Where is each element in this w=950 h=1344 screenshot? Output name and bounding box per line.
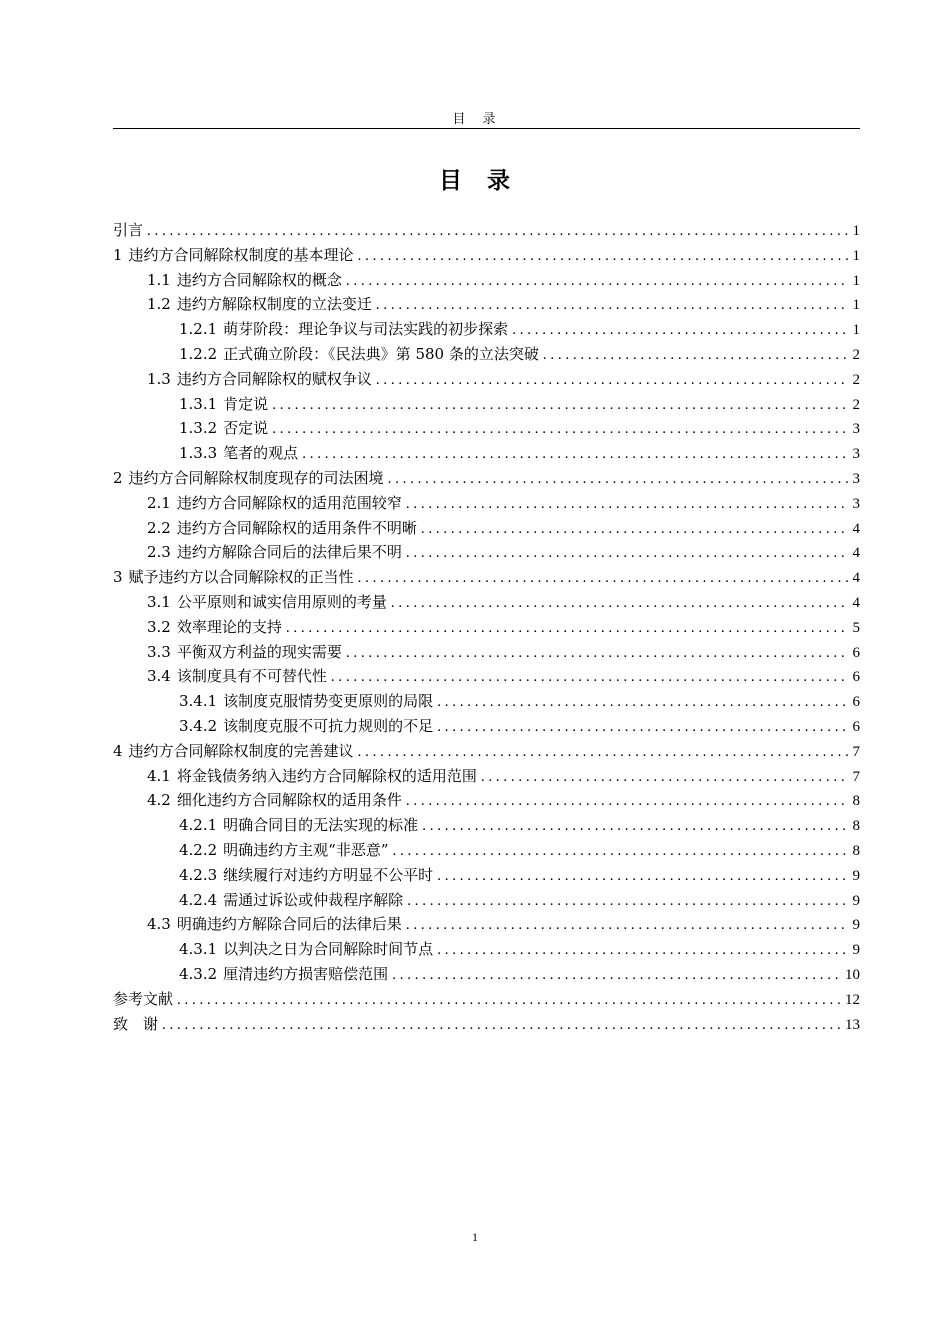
toc-entry-number: 1.1: [147, 270, 171, 289]
toc-entry-page: 4: [852, 594, 860, 611]
toc-entry-number: 1: [113, 245, 123, 264]
toc-entry-page: 6: [852, 669, 860, 686]
toc-leader-dots: [406, 492, 848, 517]
toc-entry-title: 致 谢: [113, 1014, 159, 1033]
toc-leader-dots: [406, 913, 848, 938]
toc-entry[interactable]: [113, 863, 860, 888]
toc-entry-title: 违约方合同解除权制度的完善建议: [128, 741, 354, 760]
running-header: 目 录: [452, 112, 498, 127]
toc-entry[interactable]: [113, 987, 860, 1012]
toc-entry-page: 7: [852, 743, 860, 760]
toc-leader-dots: [481, 765, 848, 790]
toc-leader-dots: [421, 517, 848, 542]
toc-entry[interactable]: [113, 540, 860, 565]
toc-entry[interactable]: [113, 317, 860, 342]
toc-leader-dots: [177, 988, 840, 1013]
toc-entry[interactable]: [113, 714, 860, 739]
toc-entry-title: 引言: [113, 221, 144, 239]
toc-entry-title: 违约方合同解除权的适用范围较窄: [176, 493, 402, 512]
toc-entry-page: 1: [852, 247, 860, 264]
toc-entry-number: 3.3: [147, 642, 171, 661]
toc-entry-page: 8: [852, 818, 860, 835]
toc-entry-number: 1.3.1: [179, 394, 218, 413]
toc-entry-title: 正式确立阶段：《民法典》第 580 条的立法突破: [223, 344, 539, 363]
toc-entry-page: 13: [845, 1016, 860, 1033]
toc-entry-title: 明确违约方解除合同后的法律后果: [176, 915, 402, 934]
toc-entry-title: 以判决之日为合同解除时间节点: [223, 940, 434, 959]
toc-entry[interactable]: [113, 466, 860, 491]
toc-entry-number: 4.3.1: [179, 940, 218, 959]
toc-entry[interactable]: [113, 937, 860, 962]
toc-leader-dots: [406, 541, 848, 566]
toc-leader-dots: [391, 591, 848, 616]
toc-entry-page: 9: [852, 867, 860, 884]
header-rule: [113, 128, 860, 129]
toc-entry-title: 该制度具有不可替代性: [176, 667, 327, 686]
toc-entry[interactable]: [113, 788, 860, 813]
toc-leader-dots: [422, 814, 847, 839]
toc-entry-number: 1.2.1: [179, 320, 218, 339]
toc-leader-dots: [392, 963, 840, 988]
toc-entry-page: 8: [852, 842, 860, 859]
toc-entry-page: 1: [852, 223, 860, 239]
toc-leader-dots: [358, 566, 848, 591]
toc-entry-number: 4.3.2: [179, 964, 218, 983]
toc-entry[interactable]: [113, 764, 860, 789]
toc-entry-page: 2: [852, 371, 860, 388]
toc-entry-title: 厘清违约方损害赔偿范围: [223, 964, 389, 983]
toc-entry-number: 1.2: [147, 295, 171, 314]
toc-entry-number: 4.3: [147, 915, 171, 934]
toc-leader-dots: [437, 715, 847, 740]
toc-entry-page: 6: [852, 718, 860, 735]
toc-entry[interactable]: [113, 813, 860, 838]
toc-leader-dots: [388, 467, 848, 492]
toc-leader-dots: [302, 442, 847, 467]
toc-leader-dots: [376, 293, 848, 318]
toc-entry-page: 3: [852, 495, 860, 512]
toc-entry-number: 2: [113, 468, 123, 487]
toc-entry-title: 赋予违约方以合同解除权的正当性: [128, 568, 354, 587]
toc-entry-title: 违约方合同解除权的适用条件不明晰: [176, 518, 417, 537]
toc-entry-title: 继续履行对违约方明显不公平时: [223, 865, 434, 884]
toc-leader-dots: [512, 318, 847, 343]
toc-entry[interactable]: [113, 292, 860, 317]
toc-leader-dots: [358, 740, 848, 765]
toc-entry[interactable]: [113, 739, 860, 764]
toc-entry-title: 否定说: [223, 419, 269, 438]
toc-leader-dots: [162, 1013, 840, 1038]
toc-entry[interactable]: [113, 243, 860, 268]
toc-entry[interactable]: [113, 640, 860, 665]
toc-entry-title: 该制度克服情势变更原则的局限: [223, 692, 434, 711]
toc-entry-number: 1.3.3: [179, 444, 218, 463]
toc-entry-title: 细化违约方合同解除权的适用条件: [176, 791, 402, 810]
toc-leader-dots: [358, 244, 848, 269]
toc-entry-number: 2.3: [147, 543, 171, 562]
toc-entry-number: 4.1: [147, 766, 171, 785]
toc-entry[interactable]: [113, 590, 860, 615]
toc-entry[interactable]: [113, 416, 860, 441]
toc-entry-page: 2: [852, 396, 860, 413]
toc-entry-number: 2.2: [147, 518, 171, 537]
toc-entry-title: 明确合同目的无法实现的标准: [223, 816, 419, 835]
toc-entry[interactable]: [113, 912, 860, 937]
toc-entry-page: 9: [852, 942, 860, 959]
toc-entry-page: 3: [852, 421, 860, 438]
toc-leader-dots: [406, 789, 848, 814]
toc-entry[interactable]: [113, 441, 860, 466]
toc-entry-number: 4.2: [147, 791, 171, 810]
toc-entry-page: 7: [852, 768, 860, 785]
toc-entry[interactable]: [113, 491, 860, 516]
toc-entry-number: 1.3: [147, 369, 171, 388]
toc-entry-title: 公平原则和诚实信用原则的考量: [176, 592, 387, 611]
toc-entry-number: 1.2.2: [179, 344, 218, 363]
toc-entry-title: 违约方解除合同后的法律后果不明: [176, 543, 402, 562]
toc-entry-title: 效率理论的支持: [176, 617, 282, 636]
toc-entry-page: 3: [852, 446, 860, 463]
toc-entry-title: 萌芽阶段：理论争议与司法实践的初步探索: [223, 320, 509, 339]
toc-leader-dots: [346, 641, 848, 666]
toc-entry[interactable]: [113, 962, 860, 987]
toc-entry-page: 6: [852, 644, 860, 661]
table-of-contents: [113, 218, 860, 1036]
page-number: 1: [472, 1230, 478, 1244]
toc-entry[interactable]: [113, 838, 860, 863]
toc-entry-title: 明确违约方主观“非恶意”: [223, 840, 389, 859]
toc-entry-number: 4.2.1: [179, 816, 218, 835]
toc-leader-dots: [147, 219, 847, 244]
toc-entry-page: 9: [852, 892, 860, 909]
toc-entry-page: 3: [852, 470, 860, 487]
toc-entry-page: 1: [852, 297, 860, 314]
toc-entry-number: 4.2.3: [179, 865, 218, 884]
toc-entry-page: 4: [852, 520, 860, 537]
toc-entry-page: 12: [845, 991, 860, 1008]
toc-leader-dots: [346, 269, 848, 294]
toc-entry-number: 1.3.2: [179, 419, 218, 438]
toc-entry[interactable]: [113, 342, 860, 367]
toc-entry-title: 违约方合同解除权制度现存的司法困境: [128, 468, 384, 487]
toc-entry-title: 违约方合同解除权的概念: [176, 270, 342, 289]
toc-entry-number: 4: [113, 741, 123, 760]
toc-leader-dots: [272, 393, 847, 418]
toc-entry-number: 3.4.1: [179, 692, 218, 711]
toc-leader-dots: [286, 616, 848, 641]
toc-entry-title: 笔者的观点: [223, 444, 299, 463]
page-title: 目 录: [439, 168, 511, 194]
toc-entry[interactable]: [113, 615, 860, 640]
toc-entry-number: 3.4.2: [179, 716, 218, 735]
toc-entry-page: 9: [852, 917, 860, 934]
toc-leader-dots: [272, 417, 847, 442]
toc-entry-title: 将金钱债务纳入违约方合同解除权的适用范围: [176, 766, 477, 785]
toc-leader-dots: [393, 839, 848, 864]
toc-leader-dots: [407, 889, 847, 914]
toc-entry-title: 平衡双方利益的现实需要: [176, 642, 342, 661]
toc-entry-title: 该制度克服不可抗力规则的不足: [223, 716, 434, 735]
toc-leader-dots: [437, 938, 847, 963]
toc-entry-number: 2.1: [147, 493, 171, 512]
toc-entry-number: 3.1: [147, 592, 171, 611]
toc-entry-page: 10: [845, 966, 860, 983]
toc-leader-dots: [437, 864, 847, 889]
toc-entry-number: 4.2.2: [179, 840, 218, 859]
toc-entry-title: 肯定说: [223, 394, 269, 413]
toc-entry[interactable]: [113, 392, 860, 417]
toc-entry-page: 4: [852, 545, 860, 562]
toc-entry[interactable]: [113, 664, 860, 689]
toc-entry-title: 参考文献: [113, 989, 174, 1008]
toc-entry[interactable]: [113, 218, 860, 243]
toc-entry[interactable]: [113, 516, 860, 541]
toc-entry-page: 6: [852, 694, 860, 711]
toc-entry[interactable]: [113, 689, 860, 714]
toc-entry[interactable]: [113, 1012, 860, 1037]
toc-entry-title: 需通过诉讼或仲裁程序解除: [223, 890, 404, 909]
toc-entry-number: 4.2.4: [179, 890, 218, 909]
toc-entry-page: 2: [852, 346, 860, 363]
toc-leader-dots: [437, 690, 847, 715]
toc-entry-page: 4: [852, 570, 860, 587]
toc-leader-dots: [331, 665, 848, 690]
toc-entry[interactable]: [113, 888, 860, 913]
toc-leader-dots: [376, 368, 848, 393]
toc-entry[interactable]: [113, 367, 860, 392]
toc-entry-page: 1: [852, 322, 860, 339]
toc-entry[interactable]: [113, 565, 860, 590]
toc-entry-page: 5: [852, 619, 860, 636]
toc-entry-title: 违约方解除权制度的立法变迁: [176, 295, 372, 314]
toc-entry-title: 违约方合同解除权的赋权争议: [176, 369, 372, 388]
toc-entry-number: 3.2: [147, 617, 171, 636]
toc-entry-page: 8: [852, 793, 860, 810]
toc-leader-dots: [543, 343, 848, 368]
toc-entry-title: 违约方合同解除权制度的基本理论: [128, 245, 354, 264]
toc-entry-number: 3.4: [147, 667, 171, 686]
toc-entry[interactable]: [113, 268, 860, 293]
toc-entry-number: 3: [113, 568, 123, 587]
toc-entry-page: 1: [852, 272, 860, 289]
